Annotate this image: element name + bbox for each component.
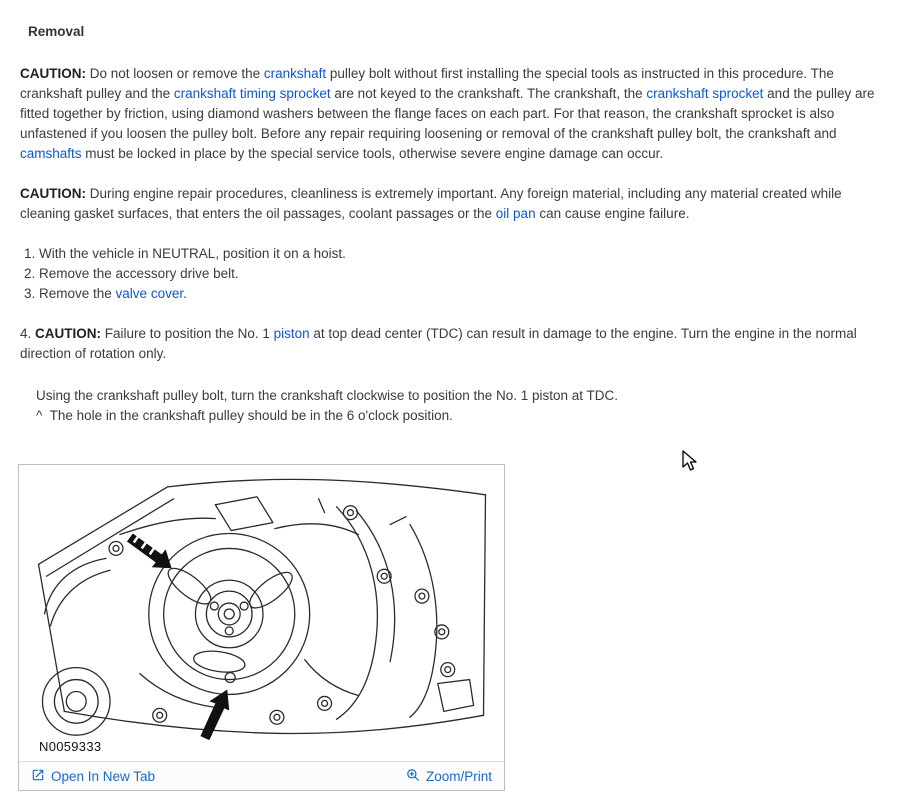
- crankshaft-link[interactable]: crankshaft: [263, 66, 327, 81]
- camshafts-link[interactable]: camshafts: [20, 146, 82, 161]
- step-4-caution: [20, 324, 894, 364]
- open-in-new-tab-label: Open In New Tab: [51, 768, 156, 784]
- text-run: at top dead center (TDC) can result in damage to the engine. Turn the engine in the normal direction of rotation only.: [20, 326, 857, 361]
- bold-text: CAUTION:: [35, 326, 105, 341]
- caution-paragraph-2: [20, 184, 894, 224]
- bold-text: CAUTION:: [20, 66, 90, 81]
- zoom-print-link[interactable]: [406, 768, 492, 785]
- text-run: and the pulley are fitted together by friction, using diamond washers between the flange faces on each part. For that reason, the crankshaft sprocket is also unfastened if you loosen the pulley bolt. Before any repair requiring loosening or removal of the crankshaft pulley bolt, the crankshaft and: [20, 86, 875, 141]
- instruction-note: [36, 386, 894, 406]
- text-run: Failure to position the No. 1: [104, 326, 274, 341]
- text-run: Do not loosen or remove the: [89, 66, 264, 81]
- text-run: 3. Remove the: [24, 286, 116, 301]
- figure-panel: [18, 464, 505, 791]
- crankshaft-sprocket-link[interactable]: crankshaft sprocket: [646, 86, 764, 101]
- figure-footer: [19, 761, 504, 790]
- step-2: [24, 264, 890, 284]
- text-run: must be locked in place by the special service tools, otherwise severe engine damage can occur.: [81, 146, 664, 161]
- text-run: .: [183, 286, 187, 301]
- text-run: are not keyed to the crankshaft. The crankshaft, the: [330, 86, 647, 101]
- text-run: 4.: [20, 326, 36, 341]
- crankshaft-timing-sprocket-link[interactable]: crankshaft timing sprocket: [173, 86, 331, 101]
- step-3: [24, 284, 890, 304]
- step-list: [24, 244, 890, 304]
- text-run: pulley bolt without first installing the special tools as instructed in this procedure. The crankshaft pulley and the: [20, 66, 834, 101]
- upper-arrow: [127, 533, 172, 569]
- valve-cover-link[interactable]: valve cover: [115, 286, 184, 301]
- oil-pan-link[interactable]: oil pan: [495, 206, 536, 221]
- text-run: 2. Remove the accessory drive belt.: [24, 266, 239, 281]
- zoom-icon: [406, 768, 420, 785]
- page-title: Removal: [28, 24, 85, 39]
- text-run: During engine repair procedures, cleanliness is extremely important. Any foreign material, including any material created while cleaning gasket surfaces, that enters the oil passages, coolant passages or the: [20, 186, 842, 221]
- instruction-subnote: [36, 406, 894, 426]
- engine-line-drawing: [19, 465, 504, 761]
- text-run: 1. With the vehicle in NEUTRAL, position it on a hoist.: [24, 246, 346, 261]
- piston-link[interactable]: piston: [273, 326, 310, 341]
- step-1: [24, 244, 890, 264]
- text-run: can cause engine failure.: [535, 206, 690, 221]
- open-in-new-tab-link[interactable]: [31, 768, 155, 785]
- figure-id-label: N0059333: [39, 739, 102, 754]
- open-in-new-tab-icon: [31, 768, 45, 785]
- mouse-cursor: [682, 450, 702, 477]
- text-run: Using the crankshaft pulley bolt, turn the crankshaft clockwise to position the No. 1 piston at TDC.: [36, 388, 619, 403]
- lower-arrow: [200, 689, 229, 740]
- engine-diagram: [19, 465, 504, 761]
- text-run: ^ The hole in the crankshaft pulley should be in the 6 o'clock position.: [36, 408, 453, 423]
- caution-paragraph-1: [20, 64, 894, 164]
- bold-text: CAUTION:: [20, 186, 90, 201]
- zoom-print-label: Zoom/Print: [425, 768, 492, 784]
